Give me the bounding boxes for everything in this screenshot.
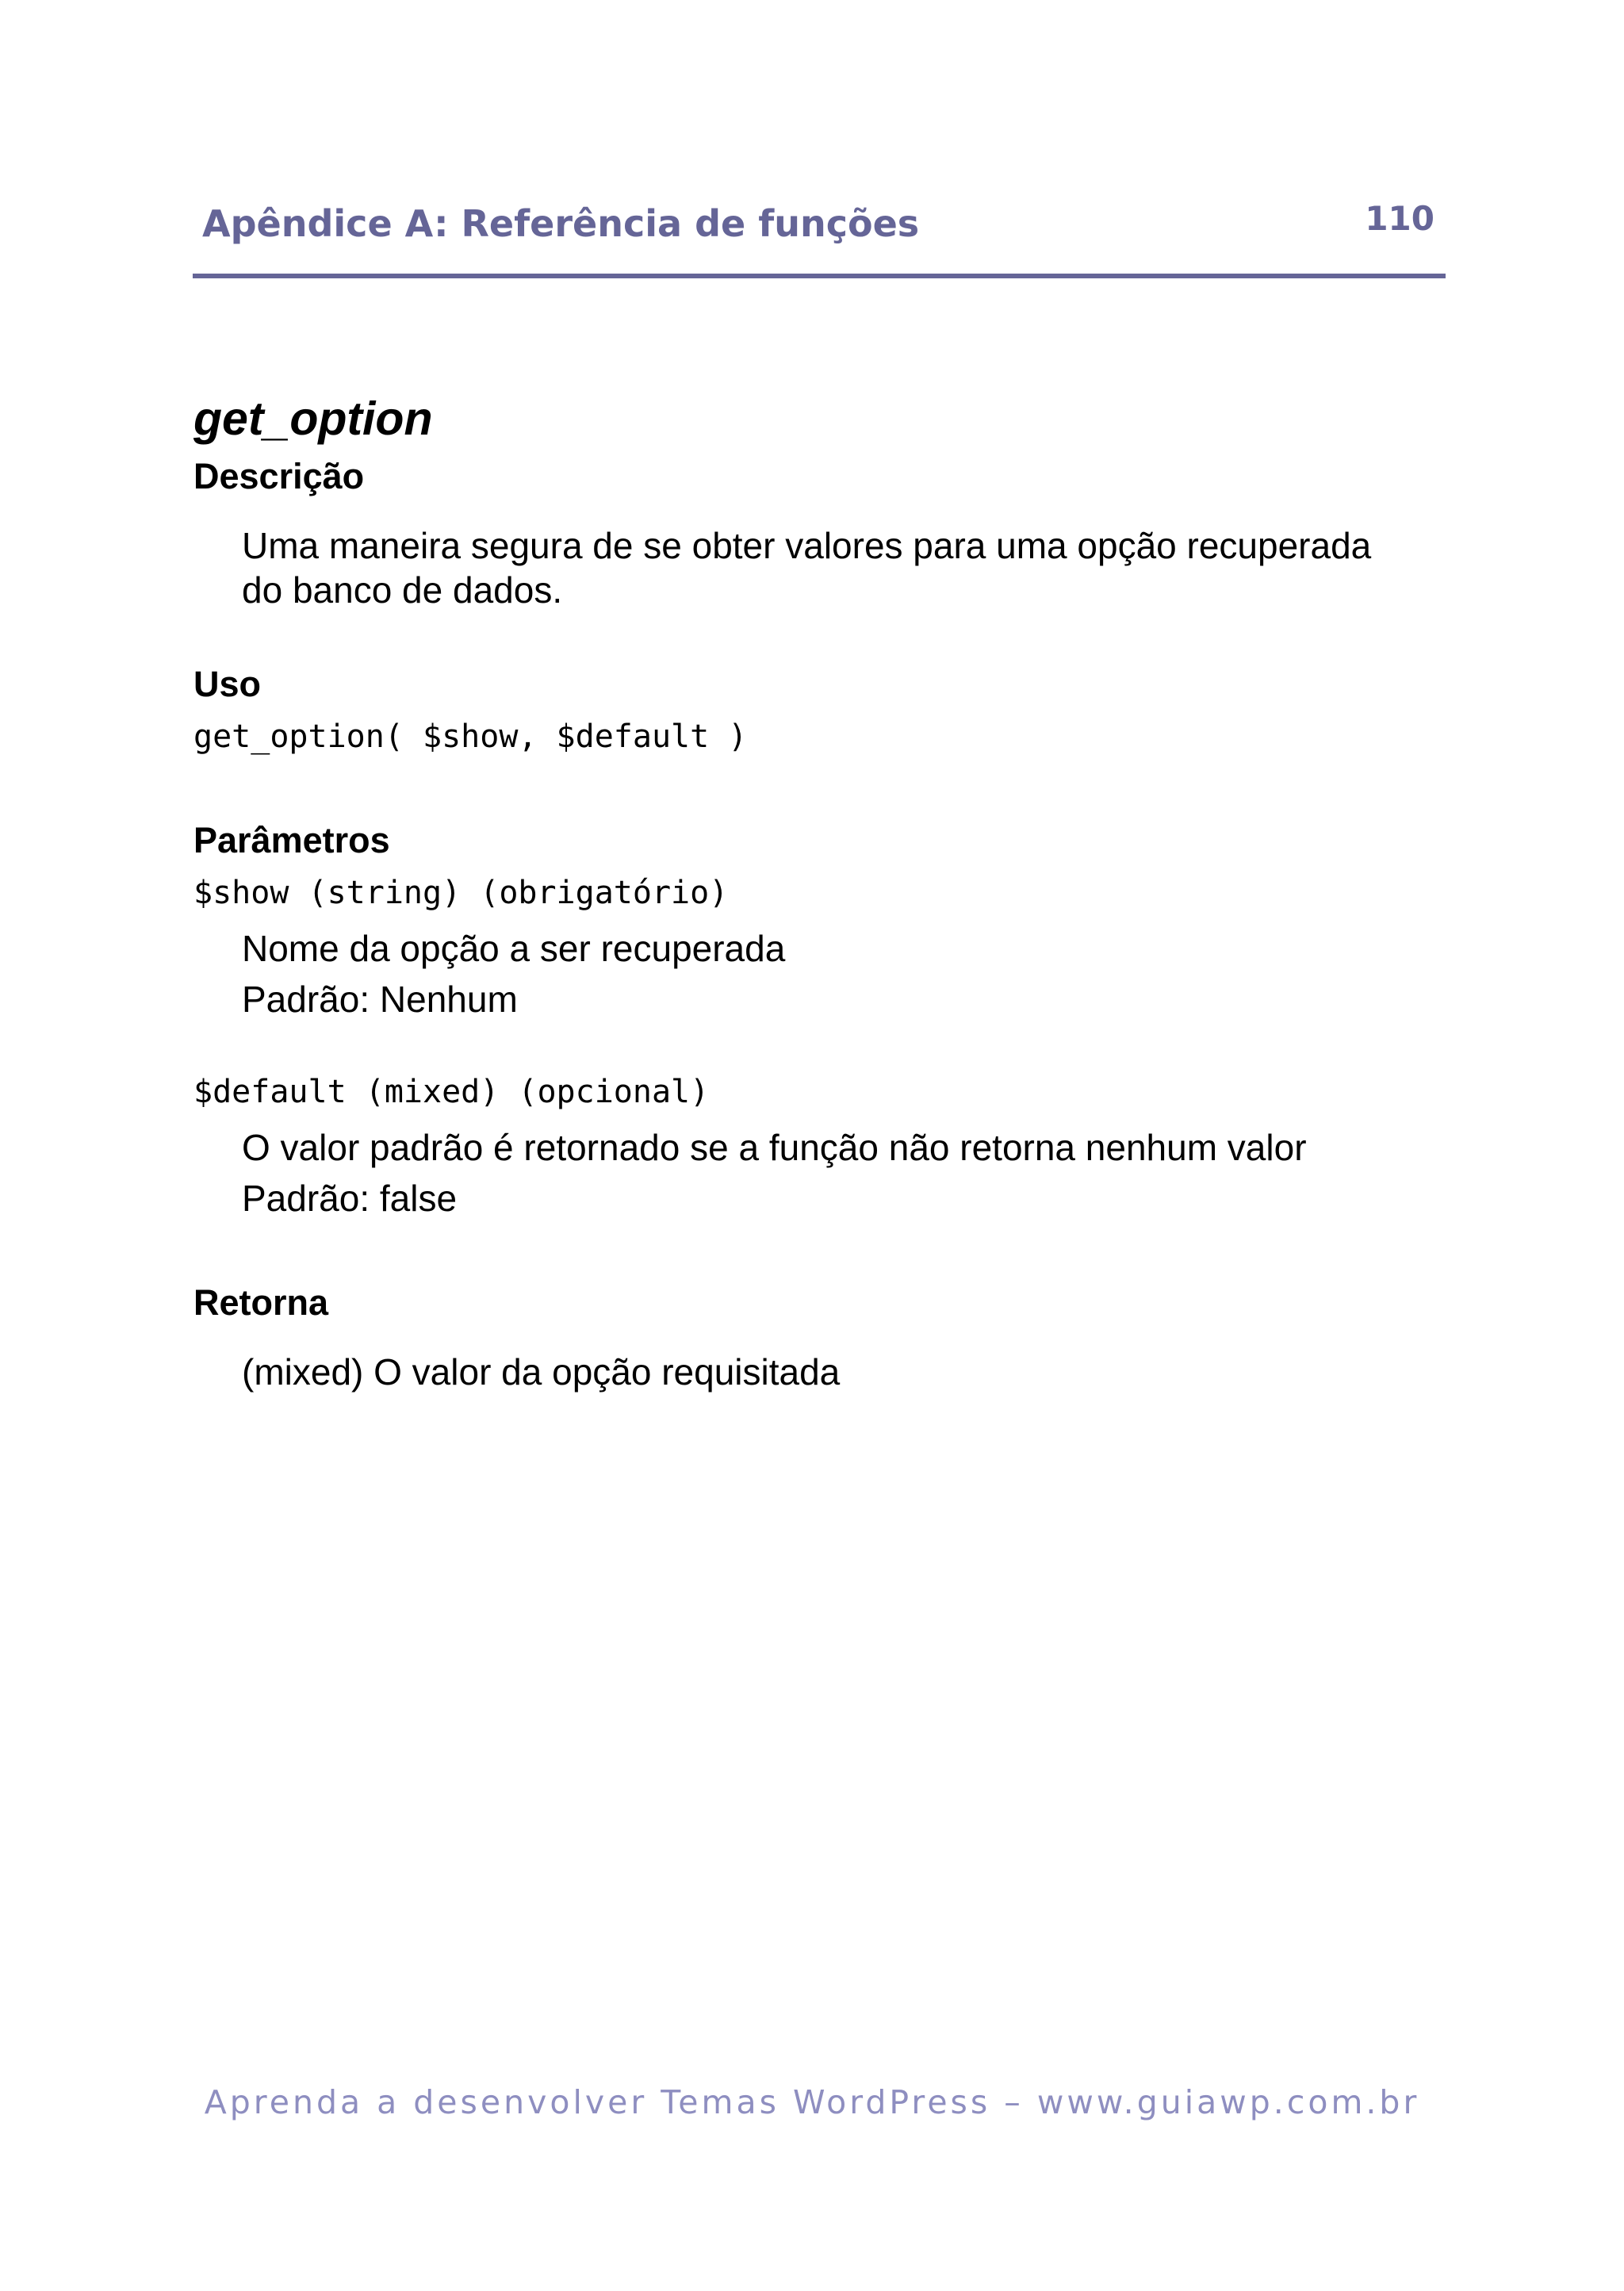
- description-line-2: do banco de dados.: [242, 569, 563, 611]
- description-heading: Descrição: [193, 456, 365, 496]
- usage-heading: Uso: [193, 664, 262, 704]
- parameter-signature: $default (mixed) (opcional): [193, 1074, 710, 1110]
- parameter-description: Nome da opção a ser recuperada: [242, 928, 786, 969]
- function-name: get_option: [193, 393, 433, 445]
- parameter-default: Padrão: Nenhum: [242, 979, 518, 1020]
- function-reference: [193, 387, 1446, 1394]
- returns-text: (mixed) O valor da opção requisitada: [242, 1351, 841, 1393]
- parameter-default: Padrão: false: [242, 1178, 458, 1219]
- usage-code: get_option( $show, $default ): [193, 718, 748, 755]
- page-number: 110: [1365, 199, 1434, 238]
- description-line-1: Uma maneira segura de se obter valores para uma opção recuperada: [242, 525, 1372, 566]
- returns-heading: Retorna: [193, 1282, 329, 1323]
- page-header: [193, 194, 1446, 278]
- footer-text: Aprenda a desenvolver Temas WordPress – www.guiawp.com.br: [204, 2083, 1420, 2121]
- chapter-title: Apêndice A: Referência de funções: [202, 202, 920, 245]
- parameters-heading: Parâmetros: [193, 820, 390, 860]
- parameter-description: O valor padrão é retornado se a função não retorna nenhum valor: [242, 1127, 1307, 1168]
- parameter-signature: $show (string) (obrigatório): [193, 875, 729, 911]
